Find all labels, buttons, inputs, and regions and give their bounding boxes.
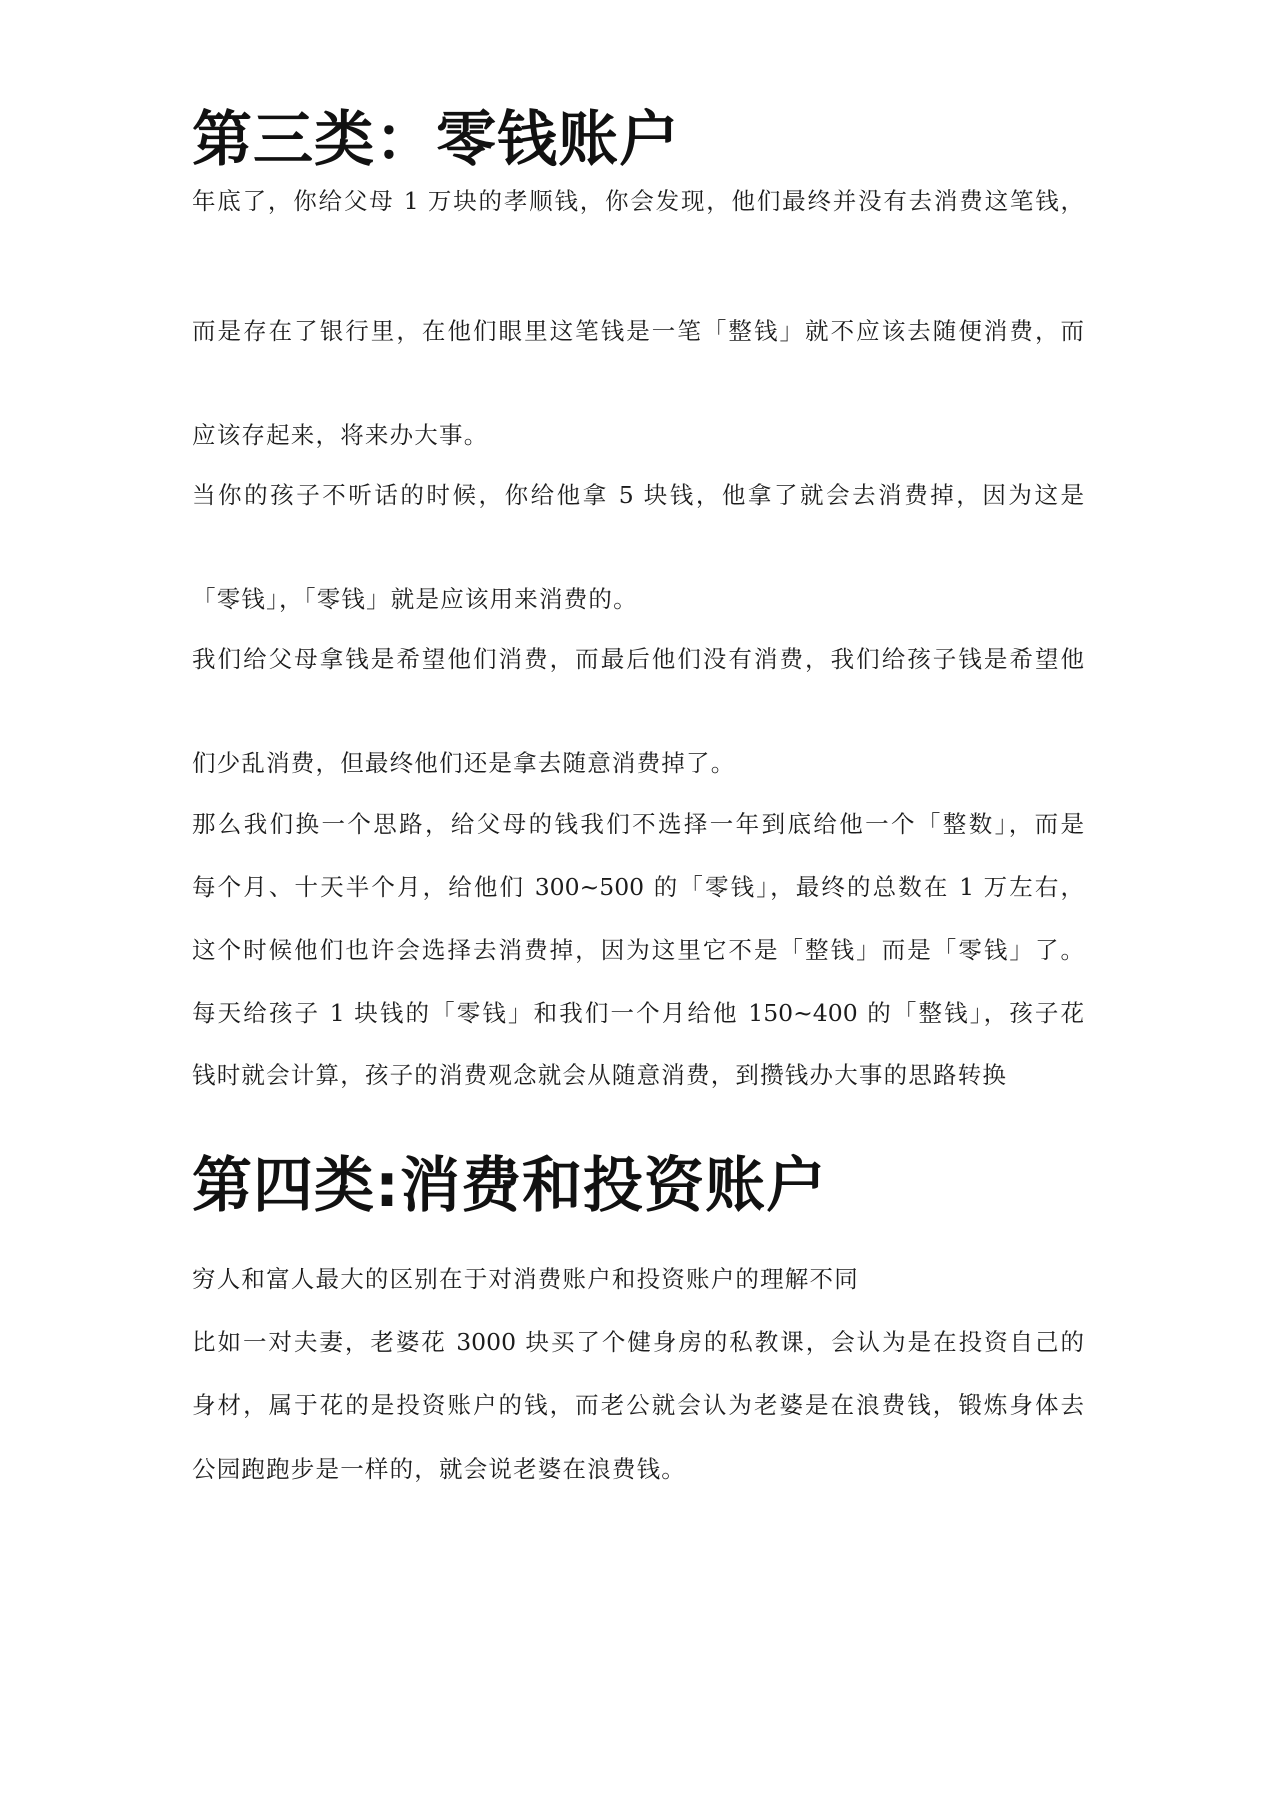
section-3-line-8: 那么我们换一个思路，给父母的钱我们不选择一年到底给他一个「整数」，而是 [192, 810, 1084, 838]
section-3-line-2: 而是存在了银行里，在他们眼里这笔钱是一笔「整钱」就不应该去随便消费，而 [192, 317, 1084, 345]
section-3-line-12: 钱时就会计算，孩子的消费观念就会从随意消费，到攒钱办大事的思路转换 [192, 1061, 1008, 1089]
section-3-line-11: 每天给孩子 1 块钱的「零钱」和我们一个月给他 150~400 的「整钱」，孩子花 [192, 999, 1084, 1027]
section-4-line-1: 穷人和富人最大的区别在于对消费账户和投资账户的理解不同 [192, 1265, 859, 1293]
section-3-line-1: 年底了，你给父母 1 万块的孝顺钱，你会发现，他们最终并没有去消费这笔钱， [192, 187, 1084, 215]
section-3-heading: 第三类：零钱账户 [192, 105, 680, 175]
section-3-line-9: 每个月、十天半个月，给他们 300~500 的「零钱」，最终的总数在 1 万左右， [192, 873, 1084, 901]
section-4-heading: 第四类:消费和投资账户 [192, 1151, 827, 1221]
section-4-line-3: 身材，属于花的是投资账户的钱，而老公就会认为老婆是在浪费钱，锻炼身体去 [192, 1391, 1084, 1419]
section-3-line-3: 应该存起来，将来办大事。 [192, 421, 489, 449]
section-3-line-6: 我们给父母拿钱是希望他们消费，而最后他们没有消费，我们给孩子钱是希望他 [192, 645, 1084, 673]
section-4-line-2: 比如一对夫妻，老婆花 3000 块买了个健身房的私教课，会认为是在投资自己的 [192, 1328, 1084, 1356]
section-3-line-4: 当你的孩子不听话的时候，你给他拿 5 块钱，他拿了就会去消费掉，因为这是 [192, 481, 1084, 509]
section-3-line-10: 这个时候他们也许会选择去消费掉，因为这里它不是「整钱」而是「零钱」了。 [192, 936, 1084, 964]
section-3-line-7: 们少乱消费，但最终他们还是拿去随意消费掉了。 [192, 749, 736, 777]
section-3-line-5: 「零钱」，「零钱」就是应该用来消费的。 [192, 585, 638, 613]
section-4-line-4: 公园跑跑步是一样的，就会说老婆在浪费钱。 [192, 1455, 686, 1483]
